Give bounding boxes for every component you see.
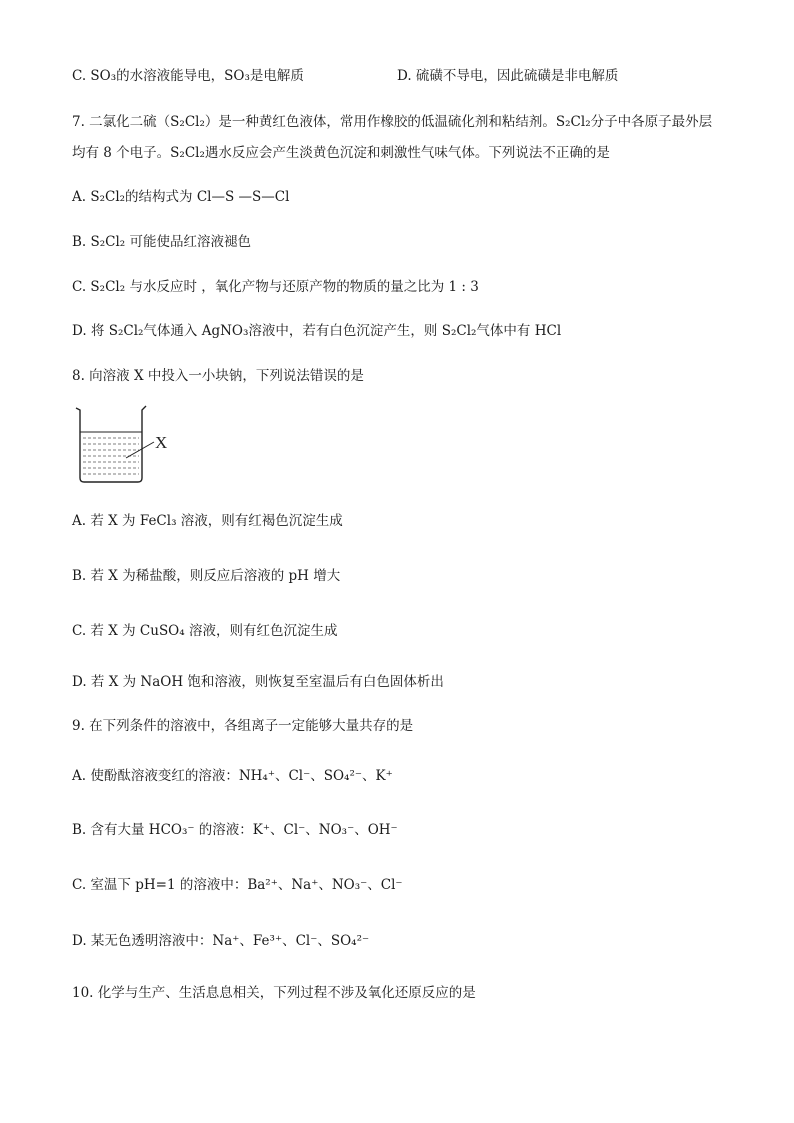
q9-option-d: D. 某无色透明溶液中：Na⁺、Fe³⁺、Cl⁻、SO₄²⁻ (72, 933, 370, 949)
q7-option-a: A. S₂Cl₂的结构式为 Cl—S —S—Cl (72, 189, 290, 205)
q8-option-a: A. 若 X 为 FeCl₃ 溶液，则有红褐色沉淀生成 (72, 513, 343, 529)
q7-stem-line2: 均有 8 个电子。S₂Cl₂遇水反应会产生淡黄色沉淀和刺激性气味气体。下列说法不正确的是 (72, 145, 610, 161)
q7-option-b: B. S₂Cl₂ 可能使品红溶液褪色 (72, 234, 252, 250)
q6-option-c: C. SO₃的水溶液能导电，SO₃是电解质 (72, 68, 304, 84)
liquid-hatching (83, 438, 139, 474)
q9-option-c: C. 室温下 pH=1 的溶液中：Ba²⁺、Na⁺、NO₃⁻、Cl⁻ (72, 877, 403, 893)
q9-stem: 9. 在下列条件的溶液中，各组离子一定能够大量共存的是 (72, 718, 414, 734)
figure-label-x: X (155, 433, 168, 452)
beaker-figure (74, 402, 184, 484)
q9-option-b: B. 含有大量 HCO₃⁻ 的溶液：K⁺、Cl⁻、NO₃⁻、OH⁻ (72, 822, 398, 838)
q7-stem-line1: 7. 二氯化二硫（S₂Cl₂）是一种黄红色液体，常用作橡胶的低温硫化剂和粘结剂。S₂Cl₂分子中各原子最外层 (72, 114, 713, 130)
q6-option-d: D. 硫磺不导电，因此硫磺是非电解质 (397, 68, 619, 84)
q8-stem: 8. 向溶液 X 中投入一小块钠，下列说法错误的是 (72, 368, 364, 384)
q9-option-a: A. 使酚酞溶液变红的溶液：NH₄⁺、Cl⁻、SO₄²⁻、K⁺ (72, 768, 393, 784)
q8-option-b: B. 若 X 为稀盐酸，则反应后溶液的 pH 增大 (72, 568, 341, 584)
q7-option-d: D. 将 S₂Cl₂气体通入 AgNO₃溶液中，若有白色沉淀产生，则 S₂Cl₂气体中有 HCl (72, 323, 562, 339)
q8-option-d: D. 若 X 为 NaOH 饱和溶液，则恢复至室温后有白色固体析出 (72, 674, 444, 690)
q8-option-c: C. 若 X 为 CuSO₄ 溶液，则有红色沉淀生成 (72, 623, 338, 639)
q7-option-c: C. S₂Cl₂ 与水反应时 ，氧化产物与还原产物的物质的量之比为 1 : 3 (72, 279, 479, 295)
q10-stem: 10. 化学与生产、生活息息相关，下列过程不涉及氧化还原反应的是 (72, 985, 476, 1001)
